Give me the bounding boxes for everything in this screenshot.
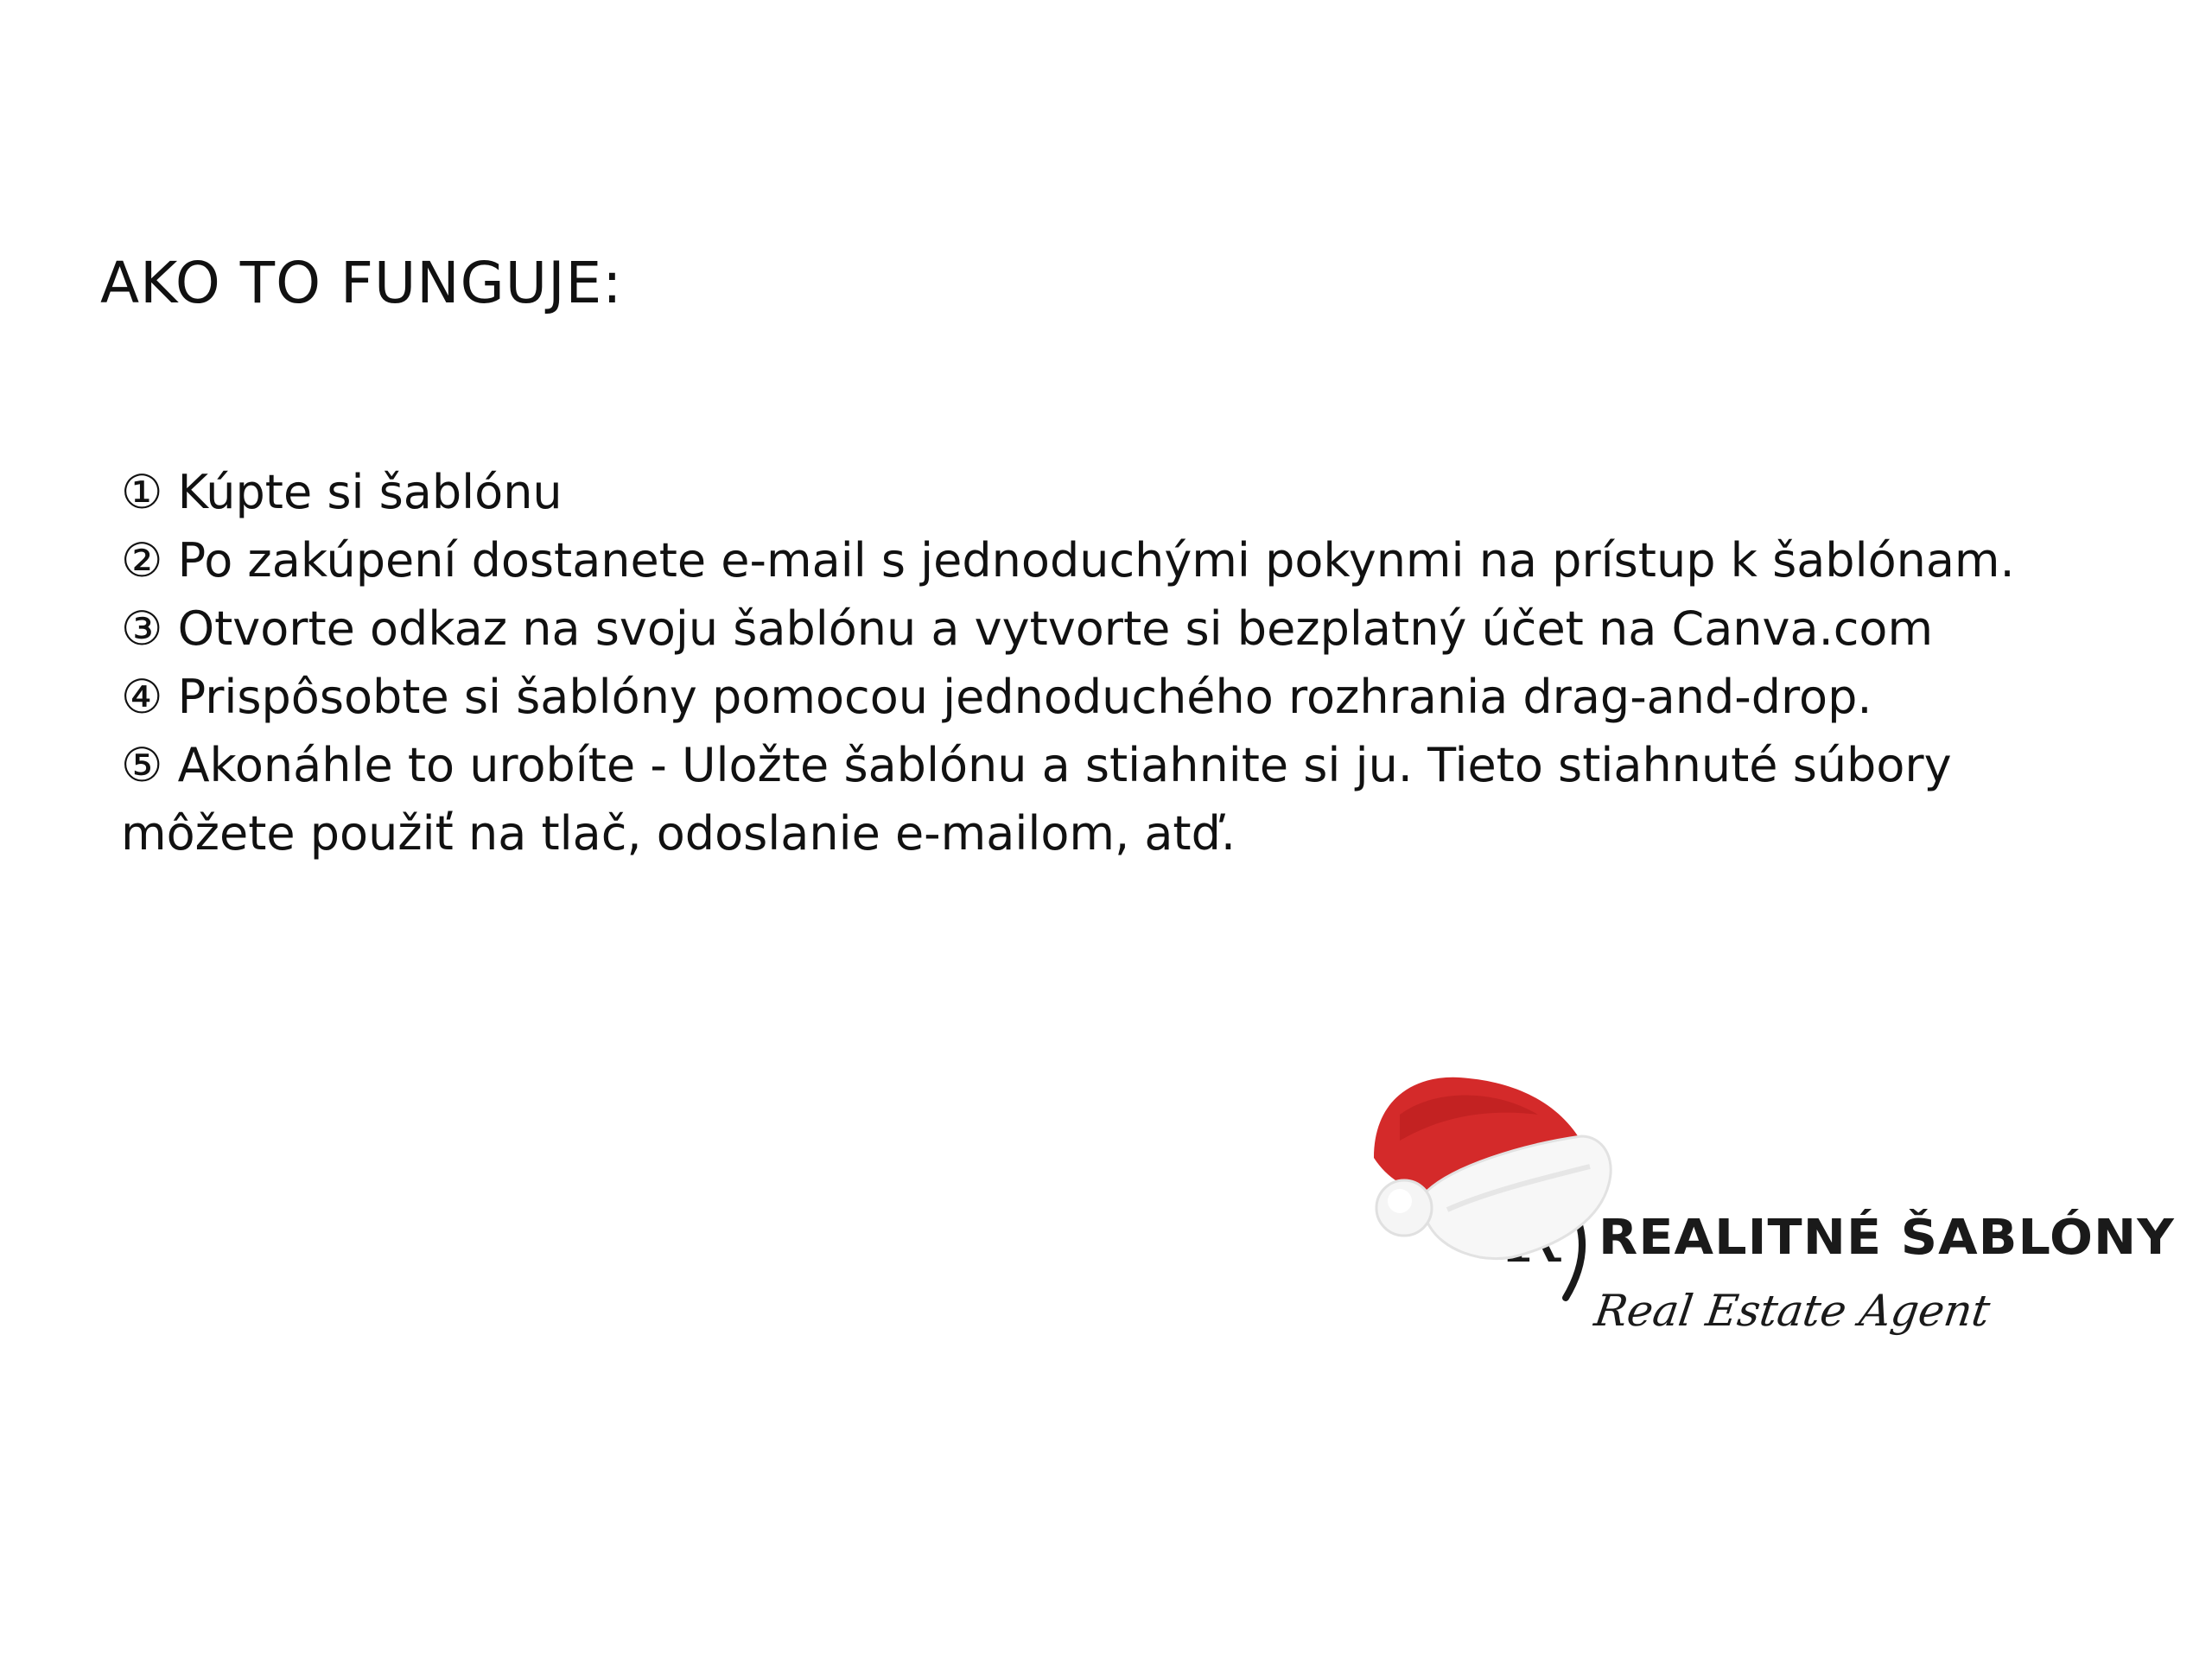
brand-tagline: Real Estate Agent [1591,1286,1993,1336]
step-1: ① Kúpte si šablónu [121,465,563,519]
brand-logo [1365,1063,2175,1374]
steps-list [121,458,2108,868]
step-4: ④ Prispôsobte si šablóny pomocou jednoduchého rozhrania drag-and-drop. [121,670,1872,724]
step-5: ⑤ Akonáhle to urobíte - Uložte šablónu a stiahnite si ju. Tieto stiahnuté súbory môžete použiť na tlač, odoslanie e-mailom, atď. [121,738,1952,861]
santa-hat-icon [1374,1077,1611,1259]
step-3: ③ Otvorte odkaz na svoju šablónu a vytvorte si bezplatný účet na Canva.com [121,601,1934,656]
page-title: AKO TO FUNGUJE: [100,250,623,317]
brand-name: REALITNÉ ŠABLÓNY [1599,1210,2175,1266]
step-2: ② Po zakúpení dostanete e-mail s jednoduchými pokynmi na prístup k šablónam. [121,533,2015,588]
